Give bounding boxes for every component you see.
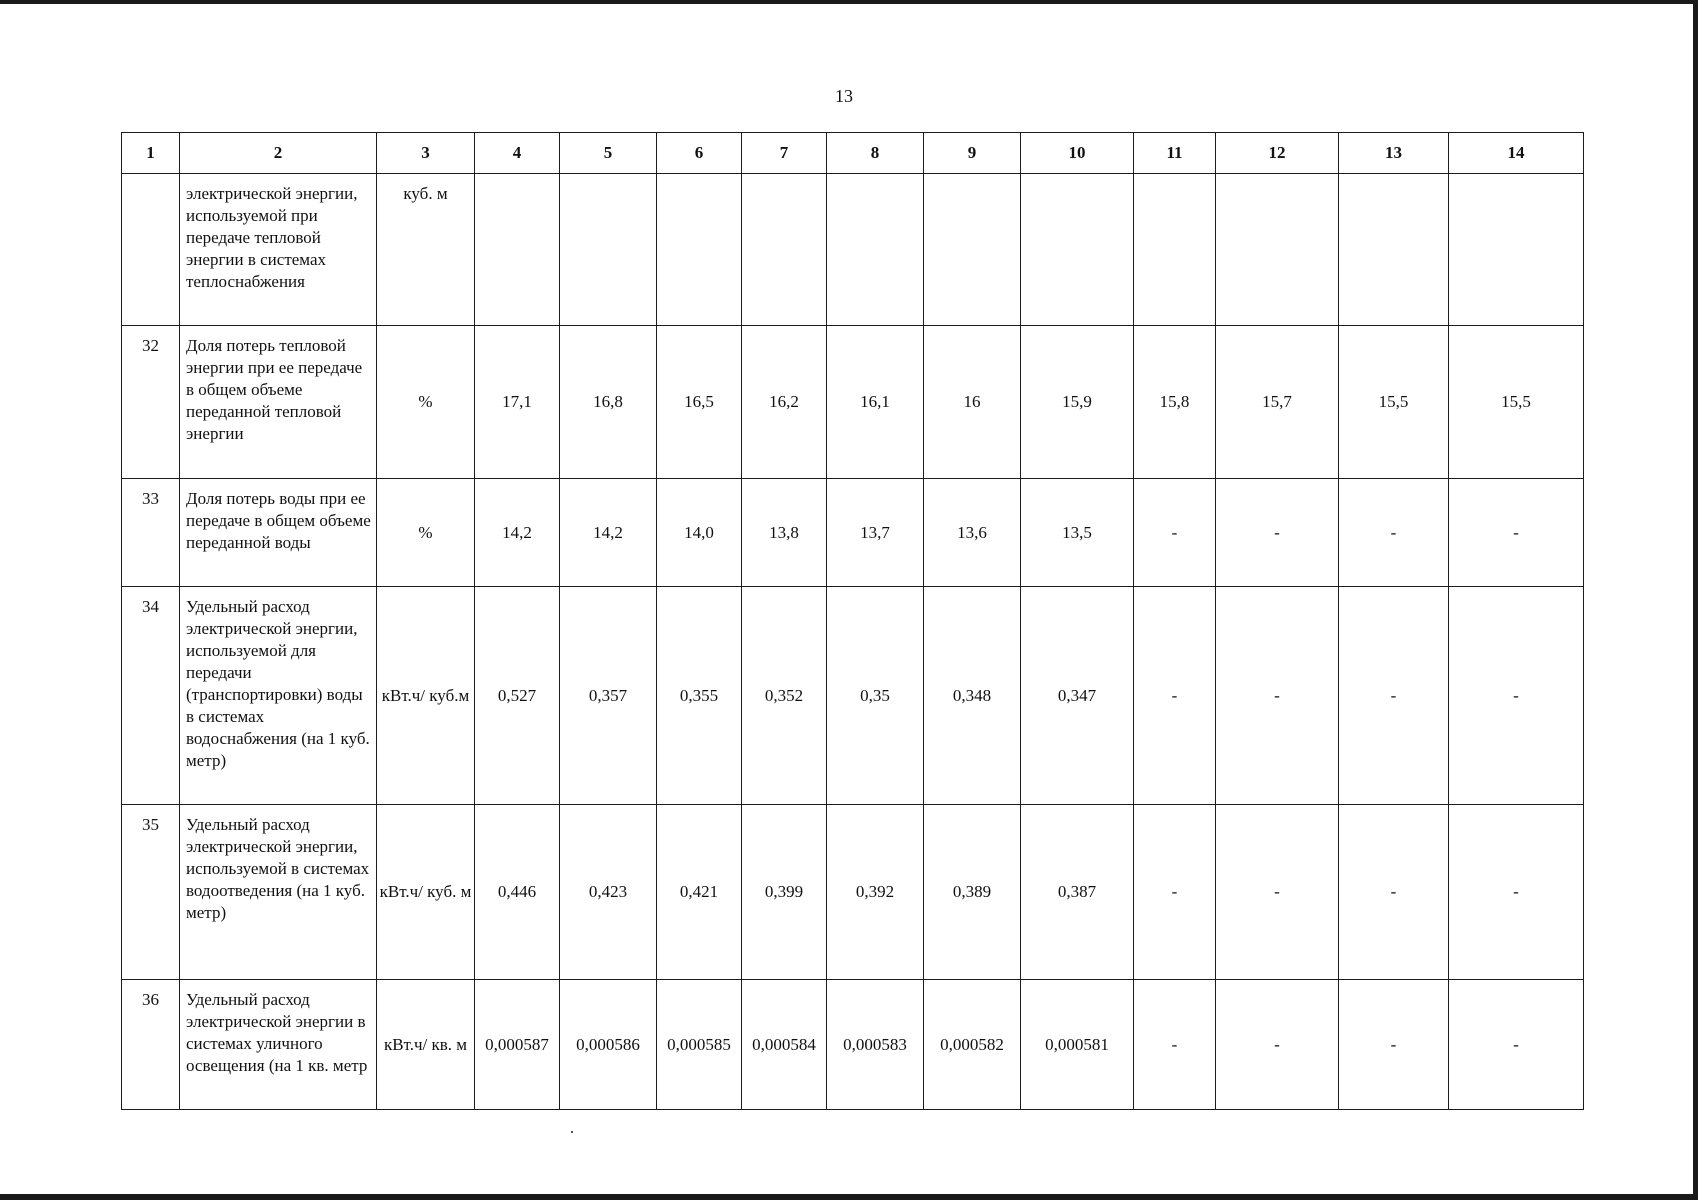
unit-cell: кВт.ч/ куб.м (377, 587, 475, 805)
value-cell (827, 174, 924, 326)
value-cell: 0,352 (742, 587, 827, 805)
value-cell: 0,399 (742, 805, 827, 980)
value-cell: - (1216, 980, 1339, 1110)
value-cell: 0,423 (560, 805, 657, 980)
value-cell: 14,0 (657, 479, 742, 587)
value-cell: 0,347 (1021, 587, 1134, 805)
table-row (122, 805, 1584, 980)
value-cell: 16,8 (560, 326, 657, 479)
column-header: 6 (657, 133, 742, 174)
indicator-name: Удельный расход электрической энергии в системах уличного освещения (на 1 кв. метр (180, 980, 377, 1110)
value-cell: 16,2 (742, 326, 827, 479)
value-cell: 0,000582 (924, 980, 1021, 1110)
value-cell: 15,5 (1449, 326, 1584, 479)
unit-cell: кВт.ч/ кв. м (377, 980, 475, 1110)
value-cell: 0,000585 (657, 980, 742, 1110)
value-cell (1021, 174, 1134, 326)
value-cell: - (1134, 980, 1216, 1110)
table-row (122, 587, 1584, 805)
scan-border-right (1693, 0, 1698, 1200)
row-number: 32 (122, 326, 180, 479)
value-cell: 0,348 (924, 587, 1021, 805)
value-cell (560, 174, 657, 326)
value-cell: - (1339, 479, 1449, 587)
value-cell: - (1339, 587, 1449, 805)
indicator-name: Удельный расход электрической энергии, используемой в системах водоотведения (на 1 куб. метр) (180, 805, 377, 980)
page-number: 13 (835, 86, 853, 106)
indicator-name: электрической энергии, используемой при передаче тепловой энергии в системах теплоснабжения (180, 174, 377, 326)
unit-cell: % (377, 326, 475, 479)
value-cell: 13,5 (1021, 479, 1134, 587)
value-cell: - (1216, 805, 1339, 980)
value-cell: 16 (924, 326, 1021, 479)
scan-border-bottom (0, 1194, 1698, 1200)
value-cell: - (1449, 479, 1584, 587)
row-number (122, 174, 180, 326)
value-cell: - (1449, 805, 1584, 980)
value-cell: - (1339, 980, 1449, 1110)
value-cell (742, 174, 827, 326)
value-cell: 0,357 (560, 587, 657, 805)
column-header: 8 (827, 133, 924, 174)
table-row (122, 479, 1584, 587)
value-cell: 0,000583 (827, 980, 924, 1110)
unit-cell: % (377, 479, 475, 587)
value-cell: 0,000586 (560, 980, 657, 1110)
column-header: 12 (1216, 133, 1339, 174)
indicator-name: Доля потерь тепловой энергии при ее передаче в общем объеме переданной тепловой энергии (180, 326, 377, 479)
table-row (122, 980, 1584, 1110)
column-header: 5 (560, 133, 657, 174)
value-cell (1449, 174, 1584, 326)
value-cell: 13,6 (924, 479, 1021, 587)
column-header: 9 (924, 133, 1021, 174)
unit-cell: куб. м (377, 174, 475, 326)
value-cell: 0,446 (475, 805, 560, 980)
row-number: 35 (122, 805, 180, 980)
value-cell: 0,392 (827, 805, 924, 980)
table-row (122, 326, 1584, 479)
value-cell: 15,9 (1021, 326, 1134, 479)
value-cell: 14,2 (475, 479, 560, 587)
scan-border-top (0, 0, 1698, 4)
value-cell: 15,7 (1216, 326, 1339, 479)
value-cell: 0,421 (657, 805, 742, 980)
value-cell: 0,355 (657, 587, 742, 805)
indicator-name: Доля потерь воды при ее передаче в общем объеме переданной воды (180, 479, 377, 587)
value-cell: 13,7 (827, 479, 924, 587)
indicator-name: Удельный расход электрической энергии, используемой для передачи (транспортировки) воды в системах водоснабжения (на 1 куб. метр) (180, 587, 377, 805)
header-row (122, 133, 1584, 174)
value-cell: - (1134, 805, 1216, 980)
column-header: 11 (1134, 133, 1216, 174)
value-cell: 15,8 (1134, 326, 1216, 479)
table-row (122, 174, 1584, 326)
column-header: 14 (1449, 133, 1584, 174)
value-cell: 14,2 (560, 479, 657, 587)
value-cell: 17,1 (475, 326, 560, 479)
value-cell (1216, 174, 1339, 326)
value-cell: - (1216, 479, 1339, 587)
column-header: 1 (122, 133, 180, 174)
value-cell: - (1216, 587, 1339, 805)
value-cell: - (1449, 587, 1584, 805)
value-cell: 0,387 (1021, 805, 1134, 980)
value-cell: - (1134, 479, 1216, 587)
value-cell: 0,000581 (1021, 980, 1134, 1110)
value-cell (475, 174, 560, 326)
column-header: 3 (377, 133, 475, 174)
value-cell: 0,389 (924, 805, 1021, 980)
column-header: 7 (742, 133, 827, 174)
value-cell: 0,527 (475, 587, 560, 805)
column-header: 13 (1339, 133, 1449, 174)
row-number: 36 (122, 980, 180, 1110)
value-cell (657, 174, 742, 326)
value-cell: 16,5 (657, 326, 742, 479)
value-cell (924, 174, 1021, 326)
unit-cell: кВт.ч/ куб. м (377, 805, 475, 980)
column-header: 4 (475, 133, 560, 174)
value-cell: 15,5 (1339, 326, 1449, 479)
value-cell: 0,000587 (475, 980, 560, 1110)
value-cell: - (1134, 587, 1216, 805)
value-cell (1134, 174, 1216, 326)
column-header: 10 (1021, 133, 1134, 174)
row-number: 34 (122, 587, 180, 805)
value-cell: 0,35 (827, 587, 924, 805)
value-cell: 13,8 (742, 479, 827, 587)
value-cell: 16,1 (827, 326, 924, 479)
row-number: 33 (122, 479, 180, 587)
value-cell: 0,000584 (742, 980, 827, 1110)
column-header: 2 (180, 133, 377, 174)
value-cell (1339, 174, 1449, 326)
value-cell: - (1339, 805, 1449, 980)
scan-speck (571, 1131, 573, 1133)
indicators-table (121, 132, 1584, 1110)
value-cell: - (1449, 980, 1584, 1110)
